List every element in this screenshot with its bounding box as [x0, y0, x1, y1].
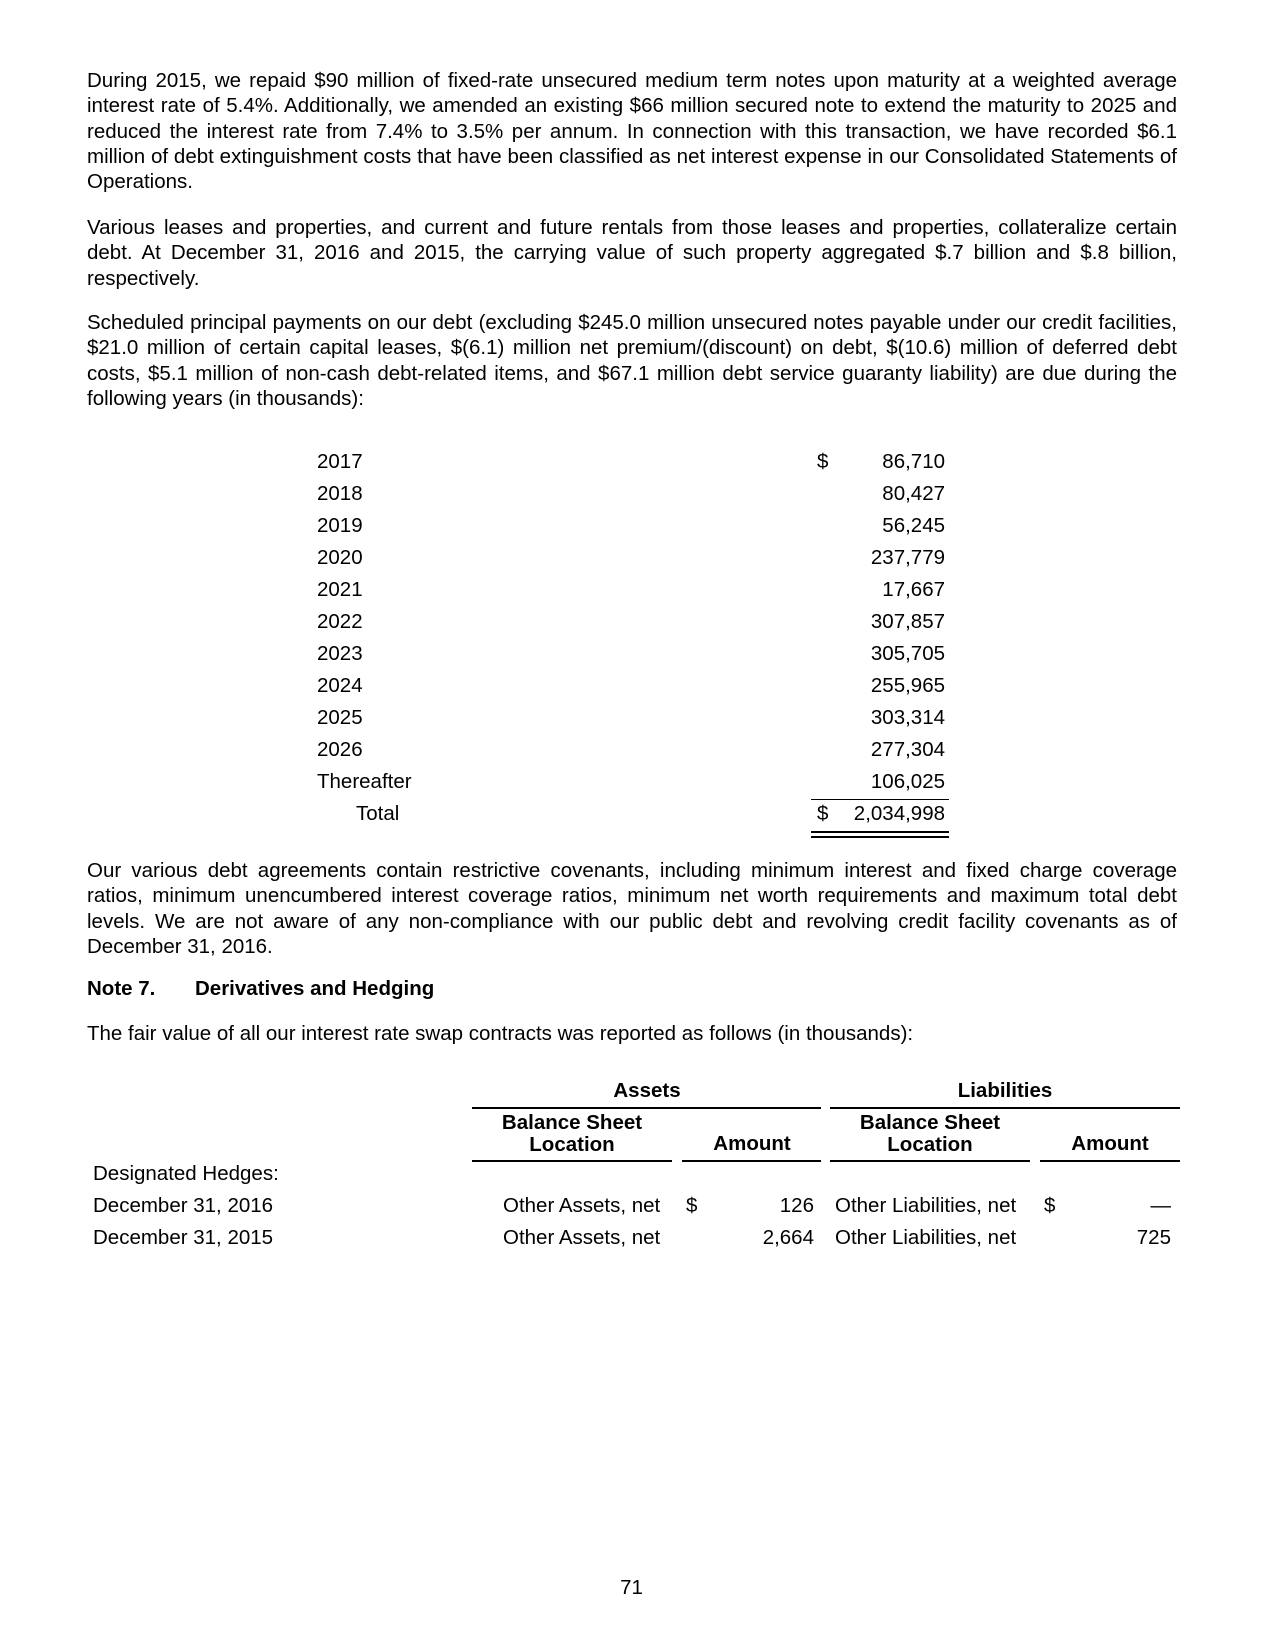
paragraph-debt-repayment: During 2015, we repaid $90 million of fixed-rate unsecured medium term notes upon maturity at a weighted average interest rate of 5.4%. Additionally, we amended an existing $66 million secured note to extend the maturity to 2025 and reduced the interest rate from 7.4% to 3.5% per annum. In connection with this transaction, we have recorded $6.1 million of debt extinguishment costs that have been classified as net interest expense in our Consolidated Statements of Operations.	[87, 69, 1177, 194]
maturity-year: 2022	[317, 610, 363, 633]
liability-dollar: $	[1044, 1194, 1056, 1217]
header-line: Location	[887, 1133, 973, 1156]
page-number: 71	[620, 1576, 643, 1599]
maturity-row	[0, 574, 1263, 606]
liability-location: Other Liabilities, net	[835, 1194, 1017, 1217]
paragraph-collateral: Various leases and properties, and current and future rentals from those leases and properties, collateralize certain debt. At December 31, 2016 and 2015, the carrying value of such property aggregated $.7 billion and $.8 billion, respectively.	[87, 216, 1177, 290]
maturity-row	[0, 670, 1263, 702]
maturity-amount: 237,779	[870, 546, 945, 569]
header-line: Balance Sheet	[501, 1111, 643, 1134]
table-row	[0, 1190, 1263, 1222]
maturity-year: 2024	[317, 674, 363, 697]
currency-symbol: $	[817, 450, 829, 473]
maturity-amount: 255,965	[870, 674, 945, 697]
table-row	[0, 1222, 1263, 1254]
maturity-amount: 307,857	[870, 610, 945, 633]
maturity-year: 2018	[317, 482, 363, 505]
maturity-amount: 56,245	[882, 514, 945, 537]
maturity-year: 2020	[317, 546, 363, 569]
maturity-year: 2017	[317, 450, 363, 473]
total-label: Total	[356, 802, 400, 825]
header-line: Location	[529, 1133, 615, 1156]
asset-location: Other Assets, net	[503, 1226, 661, 1249]
maturity-amount: 80,427	[882, 482, 945, 505]
row-label: December 31, 2015	[93, 1226, 274, 1249]
maturity-row	[0, 734, 1263, 766]
note-intro: The fair value of all our interest rate swap contracts was reported as follows (in thousands):	[87, 1022, 914, 1045]
maturity-amount: 86,710	[882, 450, 945, 473]
note-heading	[87, 976, 434, 1002]
maturity-amount: 277,304	[870, 738, 945, 761]
asset-amount-header: Amount	[713, 1132, 791, 1155]
section-label-row	[0, 1158, 1263, 1190]
maturity-year: 2025	[317, 706, 363, 729]
maturity-year: 2023	[317, 642, 363, 665]
maturity-row	[0, 510, 1263, 542]
note-title: Derivatives and Hedging	[195, 977, 435, 1000]
maturity-amount: 106,025	[870, 770, 945, 793]
note-number: Note 7.	[87, 977, 156, 1000]
liability-location-header	[830, 1112, 1030, 1156]
liability-amount: 725	[1136, 1226, 1171, 1249]
liability-amount: —	[1150, 1194, 1171, 1217]
liability-amount-header: Amount	[1071, 1132, 1149, 1155]
maturity-row	[0, 478, 1263, 510]
currency-symbol: $	[817, 802, 829, 825]
header-line: Balance Sheet	[859, 1111, 1001, 1134]
paragraph-scheduled-payments: Scheduled principal payments on our debt (excluding $245.0 million unsecured notes payable under our credit facilities, $21.0 million of certain capital leases, $(6.1) million net premium/(discount) on debt, $(10.6) million of deferred debt costs, $5.1 million of non-cash debt-related items, and $67.1 million debt service guaranty liability) are due during the following years (in thousands):	[87, 311, 1177, 410]
maturity-row	[0, 446, 1263, 478]
liability-location: Other Liabilities, net	[835, 1226, 1017, 1249]
maturity-row	[0, 542, 1263, 574]
liabilities-header-rule	[830, 1107, 1180, 1109]
total-amount: 2,034,998	[853, 802, 945, 825]
asset-amount: 126	[779, 1194, 814, 1217]
asset-dollar: $	[686, 1194, 698, 1217]
maturity-year: 2019	[317, 514, 363, 537]
maturity-amount: 303,314	[870, 706, 945, 729]
maturity-total-row	[0, 798, 1263, 830]
maturity-year: 2021	[317, 578, 363, 601]
asset-amount: 2,664	[762, 1226, 814, 1249]
asset-location-header	[472, 1112, 672, 1156]
maturity-amount: 305,705	[870, 642, 945, 665]
asset-location: Other Assets, net	[503, 1194, 661, 1217]
total-double-rule	[811, 831, 949, 838]
maturity-amount: 17,667	[882, 578, 945, 601]
maturity-row	[0, 638, 1263, 670]
maturity-year: Thereafter	[317, 770, 412, 793]
liabilities-header: Liabilities	[957, 1079, 1053, 1102]
assets-header-rule	[472, 1107, 821, 1109]
row-label: December 31, 2016	[93, 1194, 274, 1217]
paragraph-covenants: Our various debt agreements contain restrictive covenants, including minimum interest and fixed charge coverage ratios, minimum unencumbered interest coverage ratios, minimum net worth requirements and maximum total debt levels. We are not aware of any non-compliance with our public debt and revolving credit facility covenants as of December 31, 2016.	[87, 859, 1177, 958]
maturity-row	[0, 766, 1263, 798]
section-label: Designated Hedges:	[93, 1162, 279, 1185]
assets-header: Assets	[613, 1079, 681, 1102]
maturity-row	[0, 606, 1263, 638]
maturity-year: 2026	[317, 738, 363, 761]
maturity-row	[0, 702, 1263, 734]
